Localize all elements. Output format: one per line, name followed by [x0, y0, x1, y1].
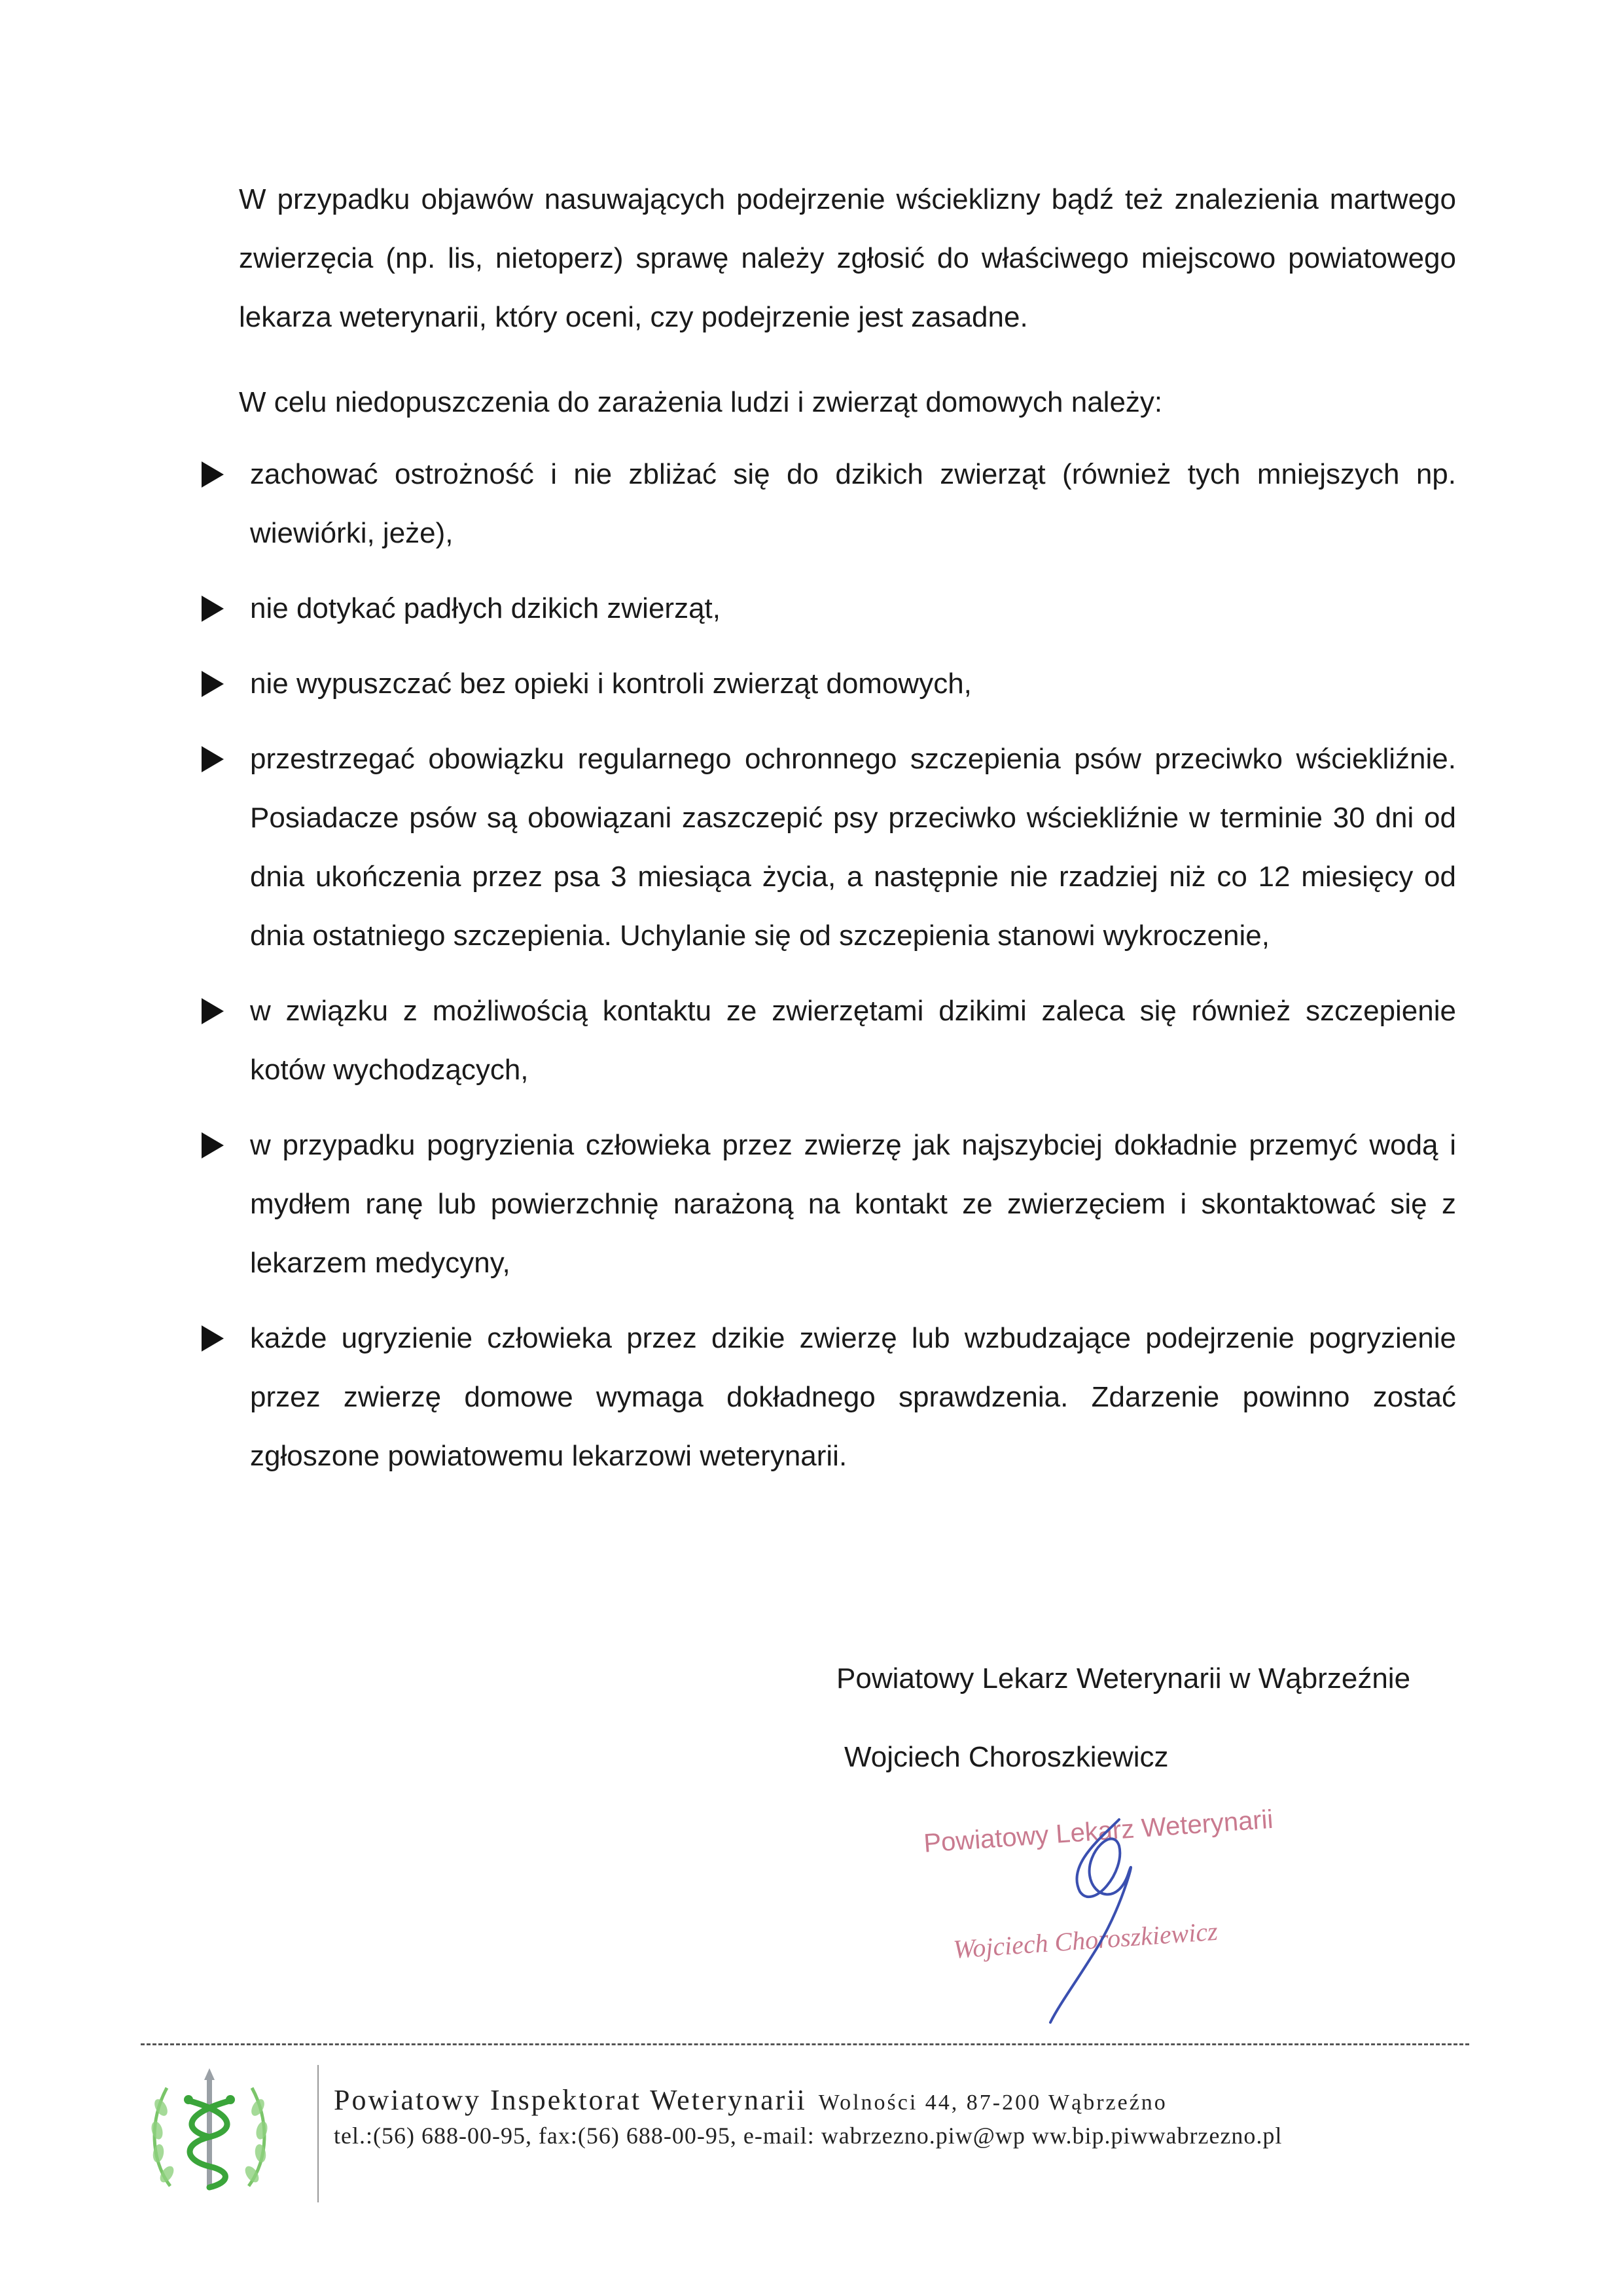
triangle-bullet-icon: [202, 461, 224, 488]
caduceus-laurel-icon: [144, 2062, 275, 2199]
institution-contact: tel.:(56) 688-00-95, fax:(56) 688-00-95, e-mail: wabrzezno.piw@wp ww.bip.piwwabrzezno.pl: [334, 2123, 1283, 2149]
triangle-bullet-icon: [202, 746, 224, 772]
triangle-bullet-icon: [202, 1325, 224, 1352]
footer-divider: [141, 2043, 1469, 2045]
letterhead-footer: [141, 2058, 1482, 2209]
list-item-text: przestrzegać obowiązku regularnego ochronnego szczepienia psów przeciwko wściekliźnie. Posiadacze psów są obowiązani zaszczepić psy przeciwko wściekliźnie w terminie 30 dni od dnia ukończenia przez psa 3 miesiąca życia, a następnie nie rzadziej niż co 12 miesięcy od dnia ostatniego szczepienia. Uchylanie się od szczepienia stanowi wykroczenie,: [250, 743, 1456, 952]
list-item: [196, 1116, 1456, 1293]
list-item-text: nie wypuszczać bez opieki i kontroli zwierząt domowych,: [250, 668, 972, 700]
list-item: [196, 730, 1456, 965]
list-item: [196, 655, 1456, 713]
list-item: [196, 982, 1456, 1100]
list-item-text: zachować ostrożność i nie zbliżać się do dzikich zwierząt (również tych mniejszych np. wiewiórki, jeże),: [250, 458, 1456, 549]
triangle-bullet-icon: [202, 998, 224, 1024]
stamp-and-signature: [903, 1793, 1296, 2029]
footer-contact-block: [334, 2083, 1282, 2149]
list-item: [196, 1309, 1456, 1486]
signatory-title: Powiatowy Lekarz Weterynarii w Wąbrzeźnie: [836, 1662, 1411, 1695]
list-item-text: w związku z możliwością kontaktu ze zwierzętami dzikimi zaleca się również szczepienie kotów wychodzących,: [250, 995, 1456, 1086]
triangle-bullet-icon: [202, 596, 224, 622]
list-item: [196, 445, 1456, 563]
intro-paragraph: W przypadku objawów nasuwających podejrzenie wścieklizny bądź też znalezienia martwego zwierzęcia (np. lis, nietoperz) sprawę należy zgłosić do właściwego miejscowo powiatowego lekarza weterynarii, który oceni, czy podejrzenie jest zasadne.: [239, 183, 1456, 333]
stamp-line-title: Powiatowy Lekarz Weterynarii: [923, 1804, 1274, 1858]
recommendations-list: [196, 445, 1456, 1486]
footer-heading: [334, 2083, 1282, 2117]
institution-address: Wolności 44, 87-200 Wąbrzeźno: [818, 2090, 1168, 2115]
list-item: [196, 579, 1456, 638]
signatory-name: Wojciech Choroszkiewicz: [844, 1741, 1169, 1773]
list-item-text: każde ugryzienie człowieka przez dzikie zwierzę lub wzbudzające podejrzenie pogryzienie przez zwierzę domowe wymaga dokładnego sprawdzenia. Zdarzenie powinno zostać zgłoszone powiatowemu lekarzowi weterynarii.: [250, 1322, 1456, 1472]
stamp-line-name: Wojciech Choroszkiewicz: [952, 1916, 1219, 1964]
footer-separator: [317, 2065, 319, 2202]
list-item-text: w przypadku pogryzienia człowieka przez zwierzę jak najszybciej dokładnie przemyć wodą i mydłem ranę lub powierzchnię narażoną na kontakt ze zwierzęciem i skontaktować się z lekarzem medycyny,: [250, 1129, 1456, 1279]
handwritten-signature-icon: [903, 1793, 1296, 2029]
triangle-bullet-icon: [202, 1132, 224, 1158]
lead-paragraph: W celu niedopuszczenia do zarażenia ludzi i zwierząt domowych należy:: [239, 386, 1163, 418]
list-item-text: nie dotykać padłych dzikich zwierząt,: [250, 592, 721, 624]
triangle-bullet-icon: [202, 671, 224, 697]
institution-name: Powiatowy Inspektorat Weterynarii: [334, 2084, 807, 2116]
